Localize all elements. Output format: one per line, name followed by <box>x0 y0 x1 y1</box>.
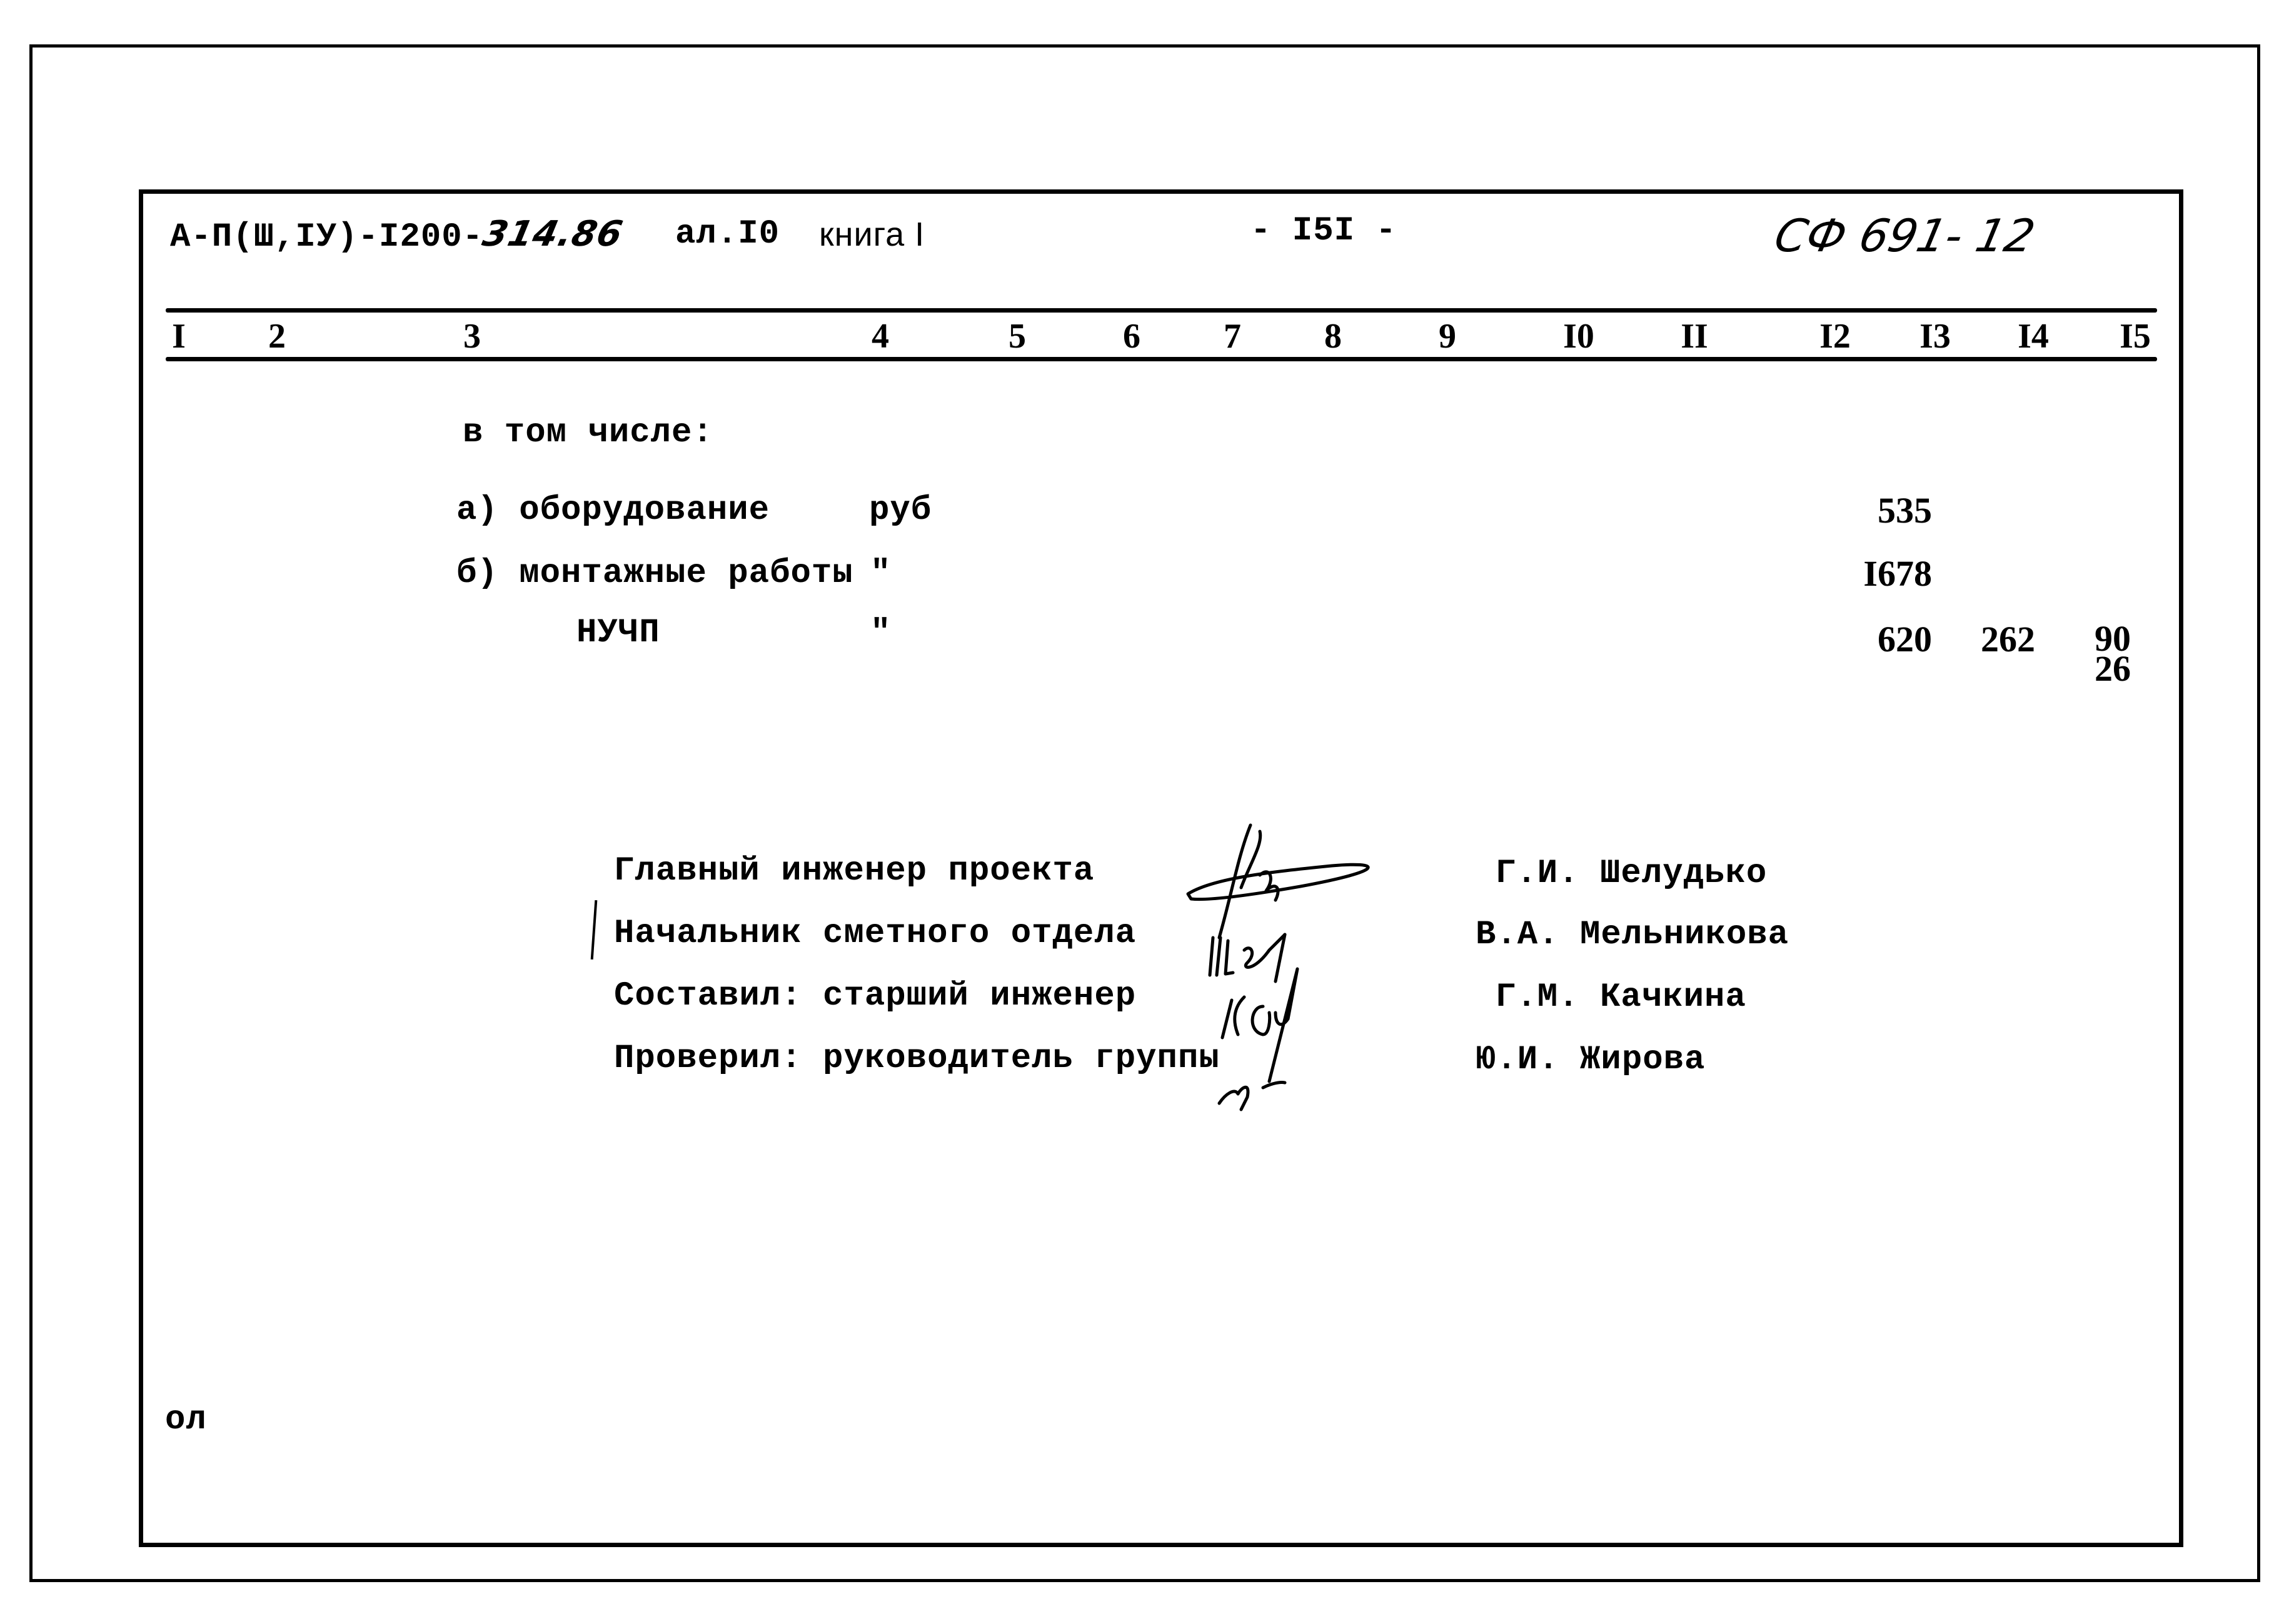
row-value-col12: 535 <box>1878 490 1932 531</box>
row-label: б) монтажные работы <box>456 554 853 593</box>
column-number-15: I5 <box>2120 317 2151 356</box>
row-unit: " <box>870 614 892 652</box>
column-number-14: I4 <box>2018 317 2049 356</box>
book-number: книга I <box>819 216 925 253</box>
signature-role: Начальник сметного отдела <box>614 915 1137 953</box>
project-code <box>170 214 627 256</box>
album-number: ал.I0 <box>675 215 780 253</box>
handwritten-stamp-number: СФ 691- 12 <box>1770 209 2040 262</box>
project-code-handwritten-suffix: 314.86 <box>479 214 627 254</box>
column-number-5: 5 <box>1009 317 1026 356</box>
column-number-2: 2 <box>268 317 286 356</box>
row-value-col12: I678 <box>1863 553 1932 594</box>
signature-name: Ю.И. Жирова <box>1476 1041 1706 1079</box>
row-label: НУЧП <box>576 614 660 652</box>
row-value-col12: 620 <box>1878 619 1932 659</box>
row-unit: " <box>870 554 892 593</box>
inner-page-frame <box>139 189 2183 1547</box>
column-number-9: 9 <box>1439 317 1456 356</box>
signature-role: Составил: старший инженер <box>614 977 1137 1015</box>
signature-name: Г.М. Качкина <box>1496 978 1746 1016</box>
column-number-11: II <box>1681 317 1708 356</box>
handwritten-signatures-icon <box>1175 819 1488 1131</box>
row-value-col15-bottom: 26 <box>2095 648 2131 689</box>
row-label: а) оборудование <box>456 491 770 529</box>
intro-label: в том числе: <box>463 414 713 452</box>
column-number-6: 6 <box>1123 317 1140 356</box>
signature-name: В.А. Мельникова <box>1476 916 1789 954</box>
row-unit: руб <box>869 491 932 529</box>
footer-mark: ол <box>165 1401 207 1439</box>
column-number-1: I <box>172 317 186 356</box>
project-code-prefix: А-П(Ш,IУ)-I200- <box>170 218 484 256</box>
signature-role: Проверил: руководитель группы <box>614 1040 1220 1078</box>
column-number-10: I0 <box>1563 317 1594 356</box>
page-number: - I5I - <box>1250 212 1397 250</box>
signature-name: Г.И. Шелудько <box>1496 855 1768 893</box>
column-number-4: 4 <box>872 317 889 356</box>
header-top-rule <box>166 308 2157 313</box>
signature-role: Главный инженер проекта <box>614 852 1095 890</box>
column-number-13: I3 <box>1919 317 1951 356</box>
row-value-col15-top: 90 <box>2095 618 2131 659</box>
column-number-8: 8 <box>1324 317 1342 356</box>
column-number-7: 7 <box>1224 317 1241 356</box>
column-number-3: 3 <box>463 317 481 356</box>
column-number-12: I2 <box>1819 317 1851 356</box>
row-value-col13: 262 <box>1981 619 2035 659</box>
